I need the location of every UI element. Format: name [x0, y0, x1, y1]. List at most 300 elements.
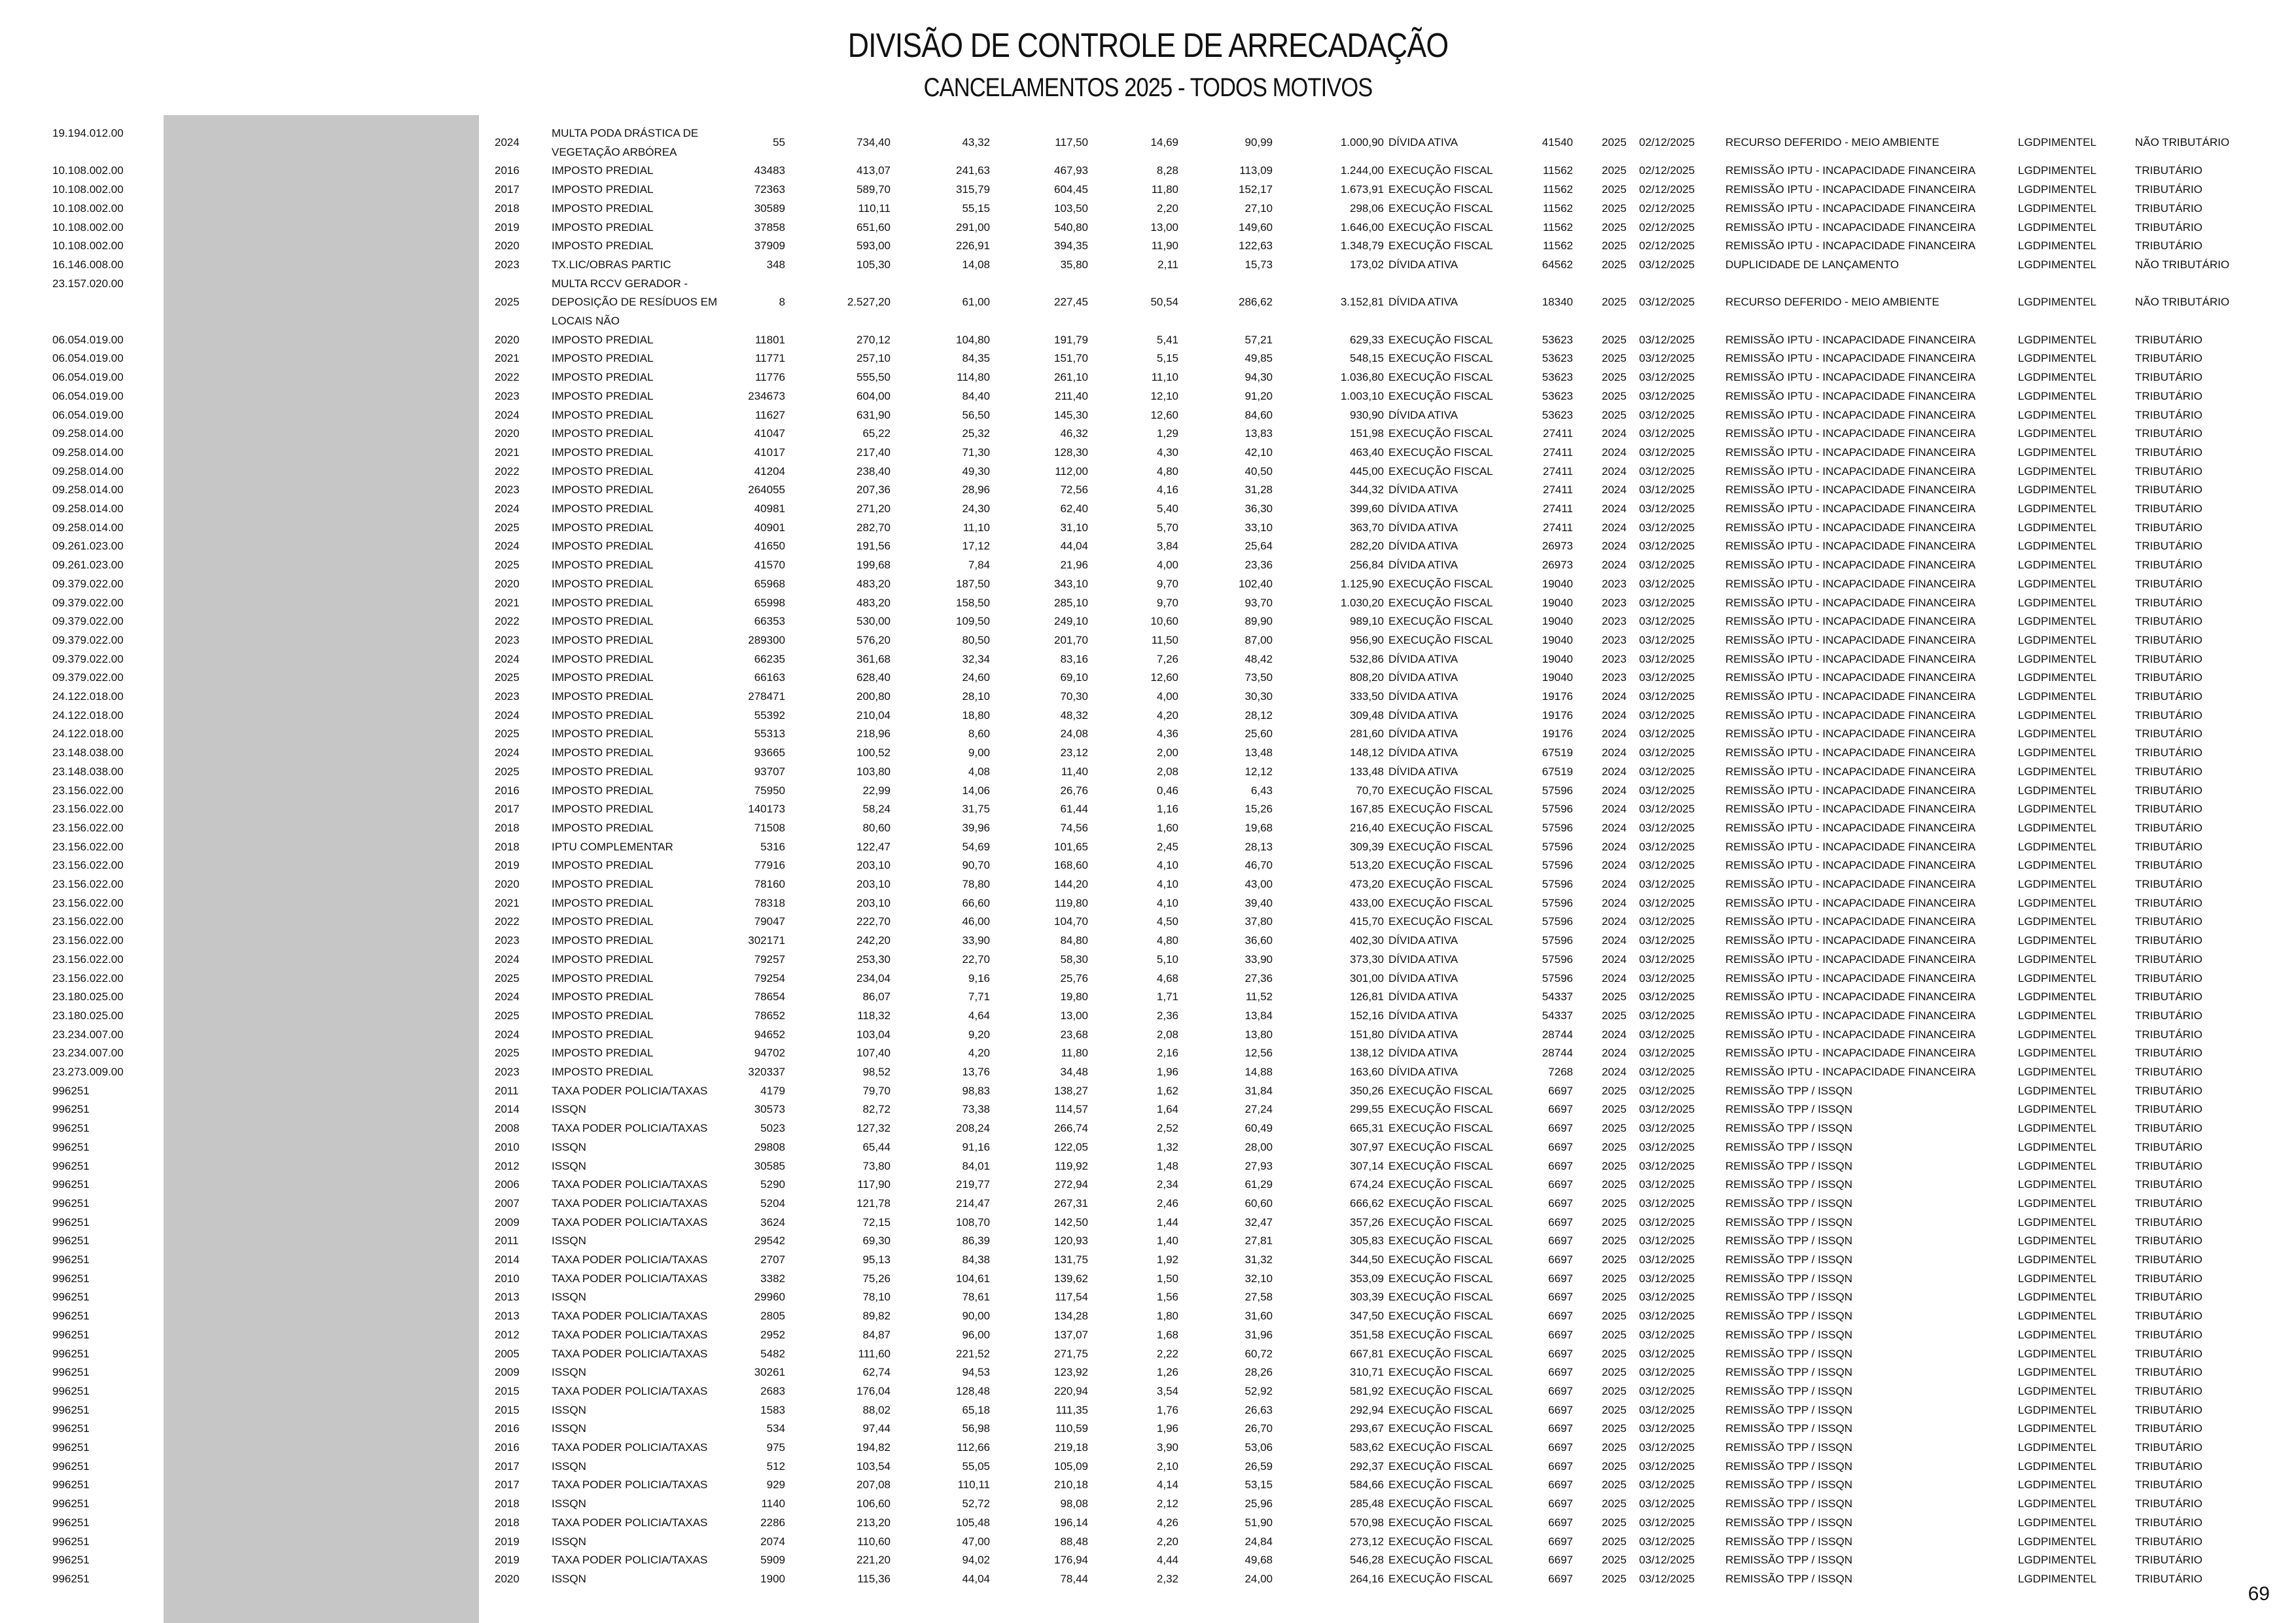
cell-value-3: 227,45: [1054, 296, 1088, 309]
cell-value-5: 6,43: [1250, 784, 1273, 797]
table-row: [0, 1551, 2296, 1570]
cell-process-number: 27411: [1542, 464, 1573, 478]
cell-value-4: 1,76: [1156, 1403, 1178, 1416]
cell-description: IMPOSTO PREDIAL: [552, 896, 654, 909]
cell-date: 03/12/2025: [1639, 1009, 1695, 1022]
cell-description: IMPOSTO PREDIAL: [552, 971, 654, 985]
cell-reason: REMISSÃO TPP / ISSQN: [1725, 1328, 1852, 1341]
cell-process-number: 6697: [1548, 1384, 1573, 1397]
table-row: [0, 650, 2296, 669]
cell-value-4: 2,34: [1156, 1178, 1178, 1191]
cell-year: 2009: [495, 1366, 520, 1379]
cell-year: 2023: [495, 690, 520, 703]
cell-user: LGDPIMENTEL: [2018, 652, 2096, 665]
cell-process-year: 2024: [1602, 1066, 1627, 1078]
table-row: [0, 856, 2296, 875]
cell-reason: REMISSÃO IPTU - INCAPACIDADE FINANCEIRA: [1725, 1028, 1976, 1041]
cell-status: DÍVIDA ATIVA: [1388, 1028, 1458, 1041]
cell-total: 344,50: [1350, 1253, 1384, 1266]
cell-process-year: 2024: [1602, 952, 1627, 966]
cell-value-5: 43,00: [1245, 878, 1273, 890]
cell-description: IMPOSTO PREDIAL: [552, 239, 654, 253]
cell-property-id: 09.261.023.00: [52, 559, 124, 572]
cell-process-year: 2023: [1602, 633, 1627, 646]
cell-property-id: 10.108.002.00: [52, 220, 124, 234]
cell-number: 2286: [760, 1516, 785, 1529]
cell-value-5: 102,40: [1239, 577, 1273, 590]
cell-user: LGDPIMENTEL: [2018, 1403, 2096, 1416]
cell-date: 03/12/2025: [1639, 1103, 1695, 1116]
cell-type: TRIBUTÁRIO: [2135, 1084, 2202, 1097]
cell-date: 03/12/2025: [1639, 1478, 1695, 1492]
cell-process-year: 2024: [1602, 878, 1627, 890]
cell-user: LGDPIMENTEL: [2018, 239, 2096, 253]
cell-value-2: 14,08: [962, 258, 990, 271]
cell-process-number: 28744: [1542, 1047, 1573, 1060]
cell-date: 03/12/2025: [1639, 1572, 1695, 1585]
cell-total: 581,92: [1350, 1384, 1384, 1397]
cell-value-2: 98,83: [962, 1084, 990, 1097]
cell-process-year: 2025: [1602, 258, 1627, 271]
cell-reason: REMISSÃO IPTU - INCAPACIDADE FINANCEIRA: [1725, 1066, 1976, 1078]
cell-year: 2017: [495, 183, 520, 196]
cell-year: 2021: [495, 896, 520, 909]
cell-status: DÍVIDA ATIVA: [1388, 483, 1458, 497]
cell-reason: REMISSÃO TPP / ISSQN: [1725, 1310, 1852, 1323]
cell-status: DÍVIDA ATIVA: [1388, 708, 1458, 722]
cell-status: EXECUÇÃO FISCAL: [1388, 633, 1493, 646]
cell-year: 2017: [495, 803, 520, 816]
cell-reason: REMISSÃO IPTU - INCAPACIDADE FINANCEIRA: [1725, 521, 1976, 534]
cell-value-1: 22,99: [862, 784, 891, 797]
cell-value-2: 78,80: [962, 878, 990, 890]
cell-property-id: 09.258.014.00: [52, 464, 124, 478]
cell-value-5: 30,30: [1245, 690, 1273, 703]
cell-user: LGDPIMENTEL: [2018, 1140, 2096, 1153]
cell-number: 66163: [754, 671, 785, 684]
cell-process-number: 19040: [1542, 671, 1573, 684]
cell-value-2: 9,00: [968, 746, 990, 759]
table-row: [0, 1232, 2296, 1251]
cell-year: 2008: [495, 1122, 520, 1135]
table-row: [0, 838, 2296, 857]
cell-value-4: 5,41: [1156, 333, 1178, 346]
cell-value-2: 7,84: [968, 559, 990, 572]
cell-process-number: 67519: [1542, 746, 1573, 759]
cell-number: 93707: [754, 765, 785, 778]
cell-date: 03/12/2025: [1639, 540, 1695, 553]
cell-type: TRIBUTÁRIO: [2135, 971, 2202, 985]
cell-process-number: 6697: [1548, 1215, 1573, 1229]
cell-value-2: 84,38: [962, 1253, 990, 1266]
cell-value-4: 4,26: [1156, 1516, 1178, 1529]
cell-year: 2014: [495, 1253, 520, 1266]
cell-property-id: 996251: [52, 1103, 90, 1116]
cell-description: TAXA PODER POLICIA/TAXAS: [552, 1215, 708, 1229]
cell-total: 548,15: [1350, 352, 1384, 365]
cell-value-3: 201,70: [1054, 633, 1088, 646]
page-title: DIVISÃO DE CONTROLE DE ARRECADAÇÃO: [847, 27, 1449, 65]
cell-process-number: 26973: [1542, 559, 1573, 572]
cell-year: 2024: [495, 1028, 520, 1041]
cell-number: 2074: [760, 1535, 785, 1548]
cell-property-id: 23.156.022.00: [52, 896, 124, 909]
cell-property-id: 09.379.022.00: [52, 577, 124, 590]
cell-value-1: 210,04: [857, 708, 891, 722]
cell-total: 293,67: [1350, 1422, 1384, 1435]
cell-value-4: 2,12: [1156, 1497, 1178, 1510]
cell-date: 03/12/2025: [1639, 915, 1695, 928]
cell-value-4: 2,10: [1156, 1459, 1178, 1473]
cell-value-1: 217,40: [857, 445, 891, 459]
cell-date: 03/12/2025: [1639, 633, 1695, 646]
cell-value-4: 14,69: [1150, 136, 1178, 149]
cell-date: 03/12/2025: [1639, 990, 1695, 1003]
cell-user: LGDPIMENTEL: [2018, 615, 2096, 628]
cell-process-year: 2025: [1602, 239, 1627, 253]
cell-status: EXECUÇÃO FISCAL: [1388, 1516, 1493, 1529]
cell-type: TRIBUTÁRIO: [2135, 1066, 2202, 1078]
cell-year: 2018: [495, 1497, 520, 1510]
cell-process-number: 53623: [1542, 408, 1573, 421]
cell-date: 03/12/2025: [1639, 1028, 1695, 1041]
cell-value-4: 2,52: [1156, 1122, 1178, 1135]
cell-value-4: 12,60: [1150, 671, 1178, 684]
cell-value-3: 19,80: [1060, 990, 1088, 1003]
cell-number: 348: [766, 258, 785, 271]
cell-status: EXECUÇÃO FISCAL: [1388, 1535, 1493, 1548]
cell-number: 79257: [754, 952, 785, 966]
cell-value-1: 97,44: [862, 1422, 891, 1435]
cell-reason: REMISSÃO IPTU - INCAPACIDADE FINANCEIRA: [1725, 803, 1976, 816]
cell-value-3: 196,14: [1054, 1516, 1088, 1529]
cell-number: 11801: [754, 333, 785, 346]
cell-total: 353,09: [1350, 1272, 1384, 1285]
table-row: [0, 594, 2296, 613]
table-row: [0, 181, 2296, 200]
cell-status: EXECUÇÃO FISCAL: [1388, 784, 1493, 797]
cell-reason: REMISSÃO TPP / ISSQN: [1725, 1196, 1852, 1210]
cell-total: 299,55: [1350, 1103, 1384, 1116]
cell-reason: REMISSÃO TPP / ISSQN: [1725, 1140, 1852, 1153]
cell-user: LGDPIMENTEL: [2018, 1159, 2096, 1172]
cell-number: 11627: [754, 408, 785, 421]
cell-value-4: 1,96: [1156, 1422, 1178, 1435]
cell-process-year: 2025: [1602, 136, 1627, 149]
cell-year: 2011: [495, 1084, 519, 1097]
cell-process-number: 57596: [1542, 840, 1573, 853]
cell-type: TRIBUTÁRIO: [2135, 1272, 2202, 1285]
cell-value-5: 23,36: [1245, 559, 1273, 572]
cell-number: 30261: [754, 1366, 785, 1379]
table-row: [0, 1345, 2296, 1364]
cell-value-1: 95,13: [862, 1253, 891, 1266]
cell-total: 1.000,90: [1340, 136, 1384, 149]
cell-value-5: 57,21: [1245, 333, 1273, 346]
cell-value-1: 218,96: [857, 727, 891, 741]
cell-value-3: 139,62: [1054, 1272, 1088, 1285]
cell-date: 02/12/2025: [1639, 220, 1695, 234]
cell-value-2: 11,10: [963, 521, 990, 534]
cell-value-3: 23,12: [1060, 746, 1088, 759]
cell-type: TRIBUTÁRIO: [2135, 859, 2202, 872]
cell-property-id: 24.122.018.00: [52, 690, 124, 703]
cell-total: 333,50: [1350, 690, 1384, 703]
cell-process-year: 2025: [1602, 1459, 1627, 1473]
cell-property-id: 996251: [52, 1253, 90, 1266]
cell-number: 320337: [748, 1066, 785, 1078]
cell-property-id: 23.234.007.00: [52, 1028, 124, 1041]
cell-process-year: 2024: [1602, 803, 1627, 816]
cell-value-2: 61,00: [962, 296, 990, 309]
cell-value-2: 214,47: [956, 1196, 990, 1210]
cell-total: 148,12: [1350, 746, 1384, 759]
cell-value-4: 0,46: [1156, 784, 1178, 797]
cell-status: EXECUÇÃO FISCAL: [1388, 1234, 1493, 1248]
cell-date: 03/12/2025: [1639, 1122, 1695, 1135]
cell-date: 03/12/2025: [1639, 1084, 1695, 1097]
cell-process-year: 2025: [1602, 183, 1627, 196]
cell-value-1: 257,10: [857, 352, 891, 365]
cell-value-3: 83,16: [1060, 652, 1088, 665]
table-row: [0, 462, 2296, 481]
cell-year: 2016: [495, 1441, 520, 1454]
cell-value-2: 14,06: [962, 784, 990, 797]
cell-property-id: 23.156.022.00: [52, 878, 124, 890]
cell-status: EXECUÇÃO FISCAL: [1388, 371, 1493, 384]
cell-year: 2010: [495, 1140, 520, 1153]
cell-user: LGDPIMENTEL: [2018, 784, 2096, 797]
cell-total: 445,00: [1350, 464, 1384, 478]
cell-user: LGDPIMENTEL: [2018, 521, 2096, 534]
cell-description: TAXA PODER POLICIA/TAXAS: [552, 1084, 708, 1097]
cell-process-number: 57596: [1542, 915, 1573, 928]
cell-value-2: 291,00: [956, 220, 990, 234]
cell-year: 2025: [495, 559, 520, 572]
cell-total: 1.036,80: [1340, 371, 1384, 384]
cell-process-year: 2025: [1602, 1159, 1627, 1172]
cell-value-3: 25,76: [1060, 971, 1088, 985]
cell-value-4: 4,68: [1156, 971, 1178, 985]
cell-type: TRIBUTÁRIO: [2135, 708, 2202, 722]
cell-value-1: 530,00: [857, 615, 891, 628]
cell-total: 347,50: [1350, 1310, 1384, 1323]
cell-status: EXECUÇÃO FISCAL: [1388, 201, 1493, 215]
cell-user: LGDPIMENTEL: [2018, 136, 2096, 149]
cell-description: IMPOSTO PREDIAL: [552, 577, 654, 590]
cell-status: EXECUÇÃO FISCAL: [1388, 1497, 1493, 1510]
cell-value-1: 118,32: [857, 1009, 891, 1022]
cell-value-3: 105,09: [1054, 1459, 1088, 1473]
cell-value-3: 394,35: [1054, 239, 1088, 253]
cell-property-id: 06.054.019.00: [52, 352, 124, 365]
cell-description: IMPOSTO PREDIAL: [552, 915, 654, 928]
cell-value-3: 128,30: [1054, 445, 1088, 459]
cell-value-5: 60,49: [1245, 1122, 1273, 1135]
table-row: [0, 425, 2296, 444]
cell-value-3: 13,00: [1060, 1009, 1088, 1022]
cell-total: 151,98: [1350, 427, 1384, 440]
cell-value-1: 88,02: [862, 1403, 891, 1416]
cell-value-2: 47,00: [962, 1535, 990, 1548]
cell-value-2: 219,77: [956, 1178, 990, 1191]
cell-reason: REMISSÃO IPTU - INCAPACIDADE FINANCEIRA: [1725, 821, 1976, 834]
cell-total: 1.348,79: [1340, 239, 1384, 253]
cell-process-year: 2024: [1602, 502, 1627, 515]
cell-value-3: 134,28: [1054, 1310, 1088, 1323]
cell-value-1: 242,20: [857, 934, 891, 947]
cell-status: EXECUÇÃO FISCAL: [1388, 1422, 1493, 1435]
cell-value-1: 576,20: [857, 633, 891, 646]
cell-reason: REMISSÃO IPTU - INCAPACIDADE FINANCEIRA: [1725, 389, 1976, 402]
cell-year: 2025: [495, 765, 520, 778]
cell-user: LGDPIMENTEL: [2018, 1422, 2096, 1435]
cell-user: LGDPIMENTEL: [2018, 483, 2096, 497]
cell-value-5: 26,63: [1245, 1403, 1273, 1416]
cell-value-3: 31,10: [1060, 521, 1088, 534]
cell-property-id: 10.108.002.00: [52, 239, 124, 253]
cell-value-5: 33,10: [1245, 521, 1273, 534]
table-row: [0, 481, 2296, 500]
cell-value-2: 208,24: [956, 1122, 990, 1135]
cell-value-2: 46,00: [962, 915, 990, 928]
cell-type: TRIBUTÁRIO: [2135, 915, 2202, 928]
cell-total: 513,20: [1350, 859, 1384, 872]
cell-process-year: 2025: [1602, 1253, 1627, 1266]
cell-type: TRIBUTÁRIO: [2135, 896, 2202, 909]
cell-type: TRIBUTÁRIO: [2135, 878, 2202, 890]
cell-reason: REMISSÃO IPTU - INCAPACIDADE FINANCEIRA: [1725, 596, 1976, 609]
cell-date: 03/12/2025: [1639, 1535, 1695, 1548]
cell-property-id: 23.180.025.00: [52, 1009, 124, 1022]
cell-status: EXECUÇÃO FISCAL: [1388, 1103, 1493, 1116]
cell-total: 292,37: [1350, 1459, 1384, 1473]
cell-value-4: 3,84: [1156, 540, 1178, 553]
cell-total: 1.030,20: [1340, 596, 1384, 609]
cell-status: EXECUÇÃO FISCAL: [1388, 1215, 1493, 1229]
cell-user: LGDPIMENTEL: [2018, 1009, 2096, 1022]
cell-process-year: 2024: [1602, 708, 1627, 722]
cell-number: 93665: [754, 746, 785, 759]
cell-user: LGDPIMENTEL: [2018, 803, 2096, 816]
cell-value-5: 286,62: [1239, 296, 1273, 309]
cell-value-3: 88,48: [1060, 1535, 1088, 1548]
cell-value-4: 9,70: [1156, 577, 1178, 590]
cell-process-year: 2025: [1602, 371, 1627, 384]
cell-value-2: 105,48: [956, 1516, 990, 1529]
cell-process-year: 2024: [1602, 540, 1627, 553]
cell-value-3: 119,92: [1055, 1159, 1088, 1172]
cell-year: 2020: [495, 878, 520, 890]
cell-property-id: 09.258.014.00: [52, 521, 124, 534]
cell-process-year: 2025: [1602, 1272, 1627, 1285]
cell-value-5: 28,00: [1245, 1140, 1273, 1153]
cell-date: 03/12/2025: [1639, 502, 1695, 515]
cell-process-year: 2024: [1602, 915, 1627, 928]
cell-type: NÃO TRIBUTÁRIO: [2135, 258, 2230, 271]
cell-process-number: 27411: [1542, 483, 1573, 497]
cell-type: TRIBUTÁRIO: [2135, 1253, 2202, 1266]
cell-value-5: 48,42: [1245, 652, 1273, 665]
table-row: [0, 688, 2296, 707]
cell-description: IMPOSTO PREDIAL: [552, 183, 654, 196]
cell-user: LGDPIMENTEL: [2018, 878, 2096, 890]
cell-value-2: 44,04: [962, 1572, 990, 1585]
cell-value-5: 93,70: [1245, 596, 1273, 609]
cell-value-2: 80,50: [962, 633, 990, 646]
cell-value-5: 13,80: [1245, 1028, 1273, 1041]
cell-total: 167,85: [1350, 803, 1384, 816]
cell-process-number: 6697: [1548, 1122, 1573, 1135]
cell-value-5: 36,60: [1245, 934, 1273, 947]
table-row: [0, 124, 2296, 162]
cell-description: IMPOSTO PREDIAL: [552, 559, 654, 572]
cell-number: 975: [766, 1441, 785, 1454]
cell-date: 03/12/2025: [1639, 559, 1695, 572]
cell-value-5: 27,36: [1245, 971, 1273, 985]
cell-process-number: 54337: [1542, 1009, 1573, 1022]
cell-process-year: 2025: [1602, 1310, 1627, 1323]
cell-year: 2016: [495, 164, 520, 177]
cell-property-id: 23.148.038.00: [52, 746, 124, 759]
cell-value-1: 121,78: [857, 1196, 891, 1210]
cell-user: LGDPIMENTEL: [2018, 333, 2096, 346]
cell-process-number: 19176: [1542, 690, 1573, 703]
cell-description: IMPOSTO PREDIAL: [552, 859, 654, 872]
cell-value-1: 110,11: [858, 201, 891, 215]
cell-total: 344,32: [1350, 483, 1384, 497]
cell-process-year: 2024: [1602, 934, 1627, 947]
cell-value-4: 4,16: [1156, 483, 1178, 497]
cell-description: IMPOSTO PREDIAL: [552, 1066, 654, 1078]
cell-value-2: 71,30: [962, 445, 990, 459]
cell-value-3: 117,50: [1055, 136, 1088, 149]
cell-value-3: 267,31: [1054, 1196, 1088, 1210]
cell-property-id: 996251: [52, 1196, 90, 1210]
cell-value-5: 33,90: [1245, 952, 1273, 966]
cell-value-4: 1,92: [1156, 1253, 1178, 1266]
cell-process-year: 2025: [1602, 1009, 1627, 1022]
cell-process-number: 6697: [1548, 1403, 1573, 1416]
cell-process-year: 2024: [1602, 746, 1627, 759]
cell-value-3: 24,08: [1060, 727, 1088, 741]
cell-value-1: 191,56: [857, 540, 891, 553]
cell-value-3: 117,54: [1055, 1291, 1088, 1304]
cell-value-5: 84,60: [1245, 408, 1273, 421]
cell-reason: REMISSÃO IPTU - INCAPACIDADE FINANCEIRA: [1725, 840, 1976, 853]
cell-value-1: 593,00: [857, 239, 891, 253]
cell-value-3: 46,32: [1060, 427, 1088, 440]
cell-value-3: 145,30: [1054, 408, 1088, 421]
cell-value-2: 109,50: [956, 615, 990, 628]
cell-process-number: 6697: [1548, 1478, 1573, 1492]
cell-date: 03/12/2025: [1639, 352, 1695, 365]
cell-value-5: 53,06: [1245, 1441, 1273, 1454]
cell-status: EXECUÇÃO FISCAL: [1388, 878, 1493, 890]
cell-value-2: 241,63: [956, 164, 990, 177]
cell-user: LGDPIMENTEL: [2018, 1215, 2096, 1229]
cell-value-5: 12,12: [1245, 765, 1273, 778]
cell-status: EXECUÇÃO FISCAL: [1388, 1253, 1493, 1266]
cell-user: LGDPIMENTEL: [2018, 201, 2096, 215]
cell-value-5: 94,30: [1245, 371, 1273, 384]
cell-process-year: 2024: [1602, 896, 1627, 909]
cell-reason: REMISSÃO IPTU - INCAPACIDADE FINANCEIRA: [1725, 615, 1976, 628]
cell-value-1: 207,08: [857, 1478, 891, 1492]
cell-value-2: 9,20: [968, 1028, 990, 1041]
cell-number: 40981: [754, 502, 785, 515]
cell-process-number: 6697: [1548, 1140, 1573, 1153]
